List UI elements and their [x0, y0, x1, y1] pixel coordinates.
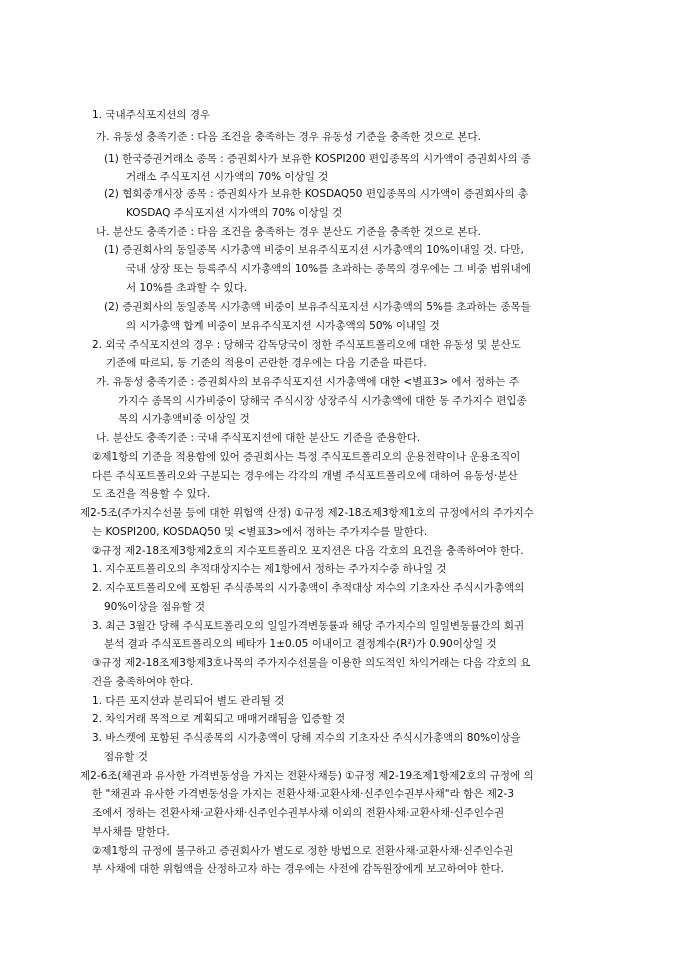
text-line: 1. 다른 포지션과 분리되어 별도 관리될 것: [92, 695, 285, 707]
text-line: (1) 한국증권거래소 종목 : 증권회사가 보유한 KOSPI200 편입종목의 시가액이 증권회사의 종: [104, 153, 532, 165]
text-line: 조에서 정하는 전환사채·교환사채·신주인수권부사채 이외의 전환사채·교환사채·신주인수권: [92, 807, 505, 819]
text-line: 가. 유동성 충족기준 : 증권회사의 보유주식포지션 시가총액에 대한 <별표3> 에서 정하는 주: [96, 376, 519, 388]
text-line: 도 조건을 적용할 수 있다.: [92, 488, 211, 500]
text-line: 90%이상을 점유할 것: [104, 601, 206, 613]
text-line: 기준에 따르되, 동 기준의 적용이 곤란한 경우에는 다음 기준을 따른다.: [106, 357, 427, 369]
text-line: 3. 바스켓에 포함된 주식종목의 시가총액이 당해 지수의 기초자산 주식시가총액의 80%이상을: [92, 732, 521, 744]
text-line: 점유할 것: [104, 751, 148, 763]
text-line: 건을 충족하여야 한다.: [92, 676, 194, 688]
text-line: 부사채를 말한다.: [92, 826, 170, 838]
text-line: 2. 외국 주식포지션의 경우 : 당해국 감독당국이 정한 주식포트폴리오에 대한 유동성 및 분산도: [92, 339, 521, 351]
text-line: 2. 차익거래 목적으로 계획되고 매매거래됨을 입증할 것: [92, 713, 346, 725]
text-line: 서 10%를 초과할 수 있다.: [126, 282, 248, 294]
text-line: 는 KOSPI200, KOSDAQ50 및 <별표3>에서 정하는 주가지수를 말한다.: [92, 526, 428, 538]
text-line: 제2-5조(주가지수선물 등에 대한 위험액 산정) ①규정 제2-18조제3항제1호의 규정에서의 주가지수: [80, 507, 534, 519]
text-line: 다른 주식포트폴리오와 구분되는 경우에는 각각의 개별 주식포트폴리오에 대하여 유동성·분산: [92, 470, 518, 482]
text-line: ③규정 제2-18조제3항제3호나목의 주가지수선물을 이용한 의도적인 차익거래는 다음 각호의 요: [92, 657, 531, 669]
text-line: ②규정 제2-18조제3항제2호의 지수포트폴리오 포지션은 다음 각호의 요건을 충족하여야 한다.: [92, 545, 524, 557]
text-line: 1. 지수포트폴리오의 추적대상지수는 제1항에서 정하는 주가지수중 하나일 것: [92, 563, 447, 575]
text-line: ②제1항의 기준을 적용함에 있어 증권회사는 특정 주식포트폴리오의 운용전략이나 운용조직이: [92, 451, 521, 463]
text-line: KOSDAQ 주식포지션 시가액의 70% 이상일 것: [126, 207, 343, 219]
text-line: 부 사채에 대한 위험액을 산정하고자 하는 경우에는 사전에 감독원장에게 보고하여야 한다.: [92, 863, 505, 875]
text-line: 국내 상장 또는 등록주식 시가총액의 10%를 초과하는 종목의 경우에는 그 비중 범위내에: [126, 263, 531, 275]
text-line: 의 시가총액 합계 비중이 보유주식포지션 시가총액의 50% 이내일 것: [126, 320, 440, 332]
text-line: ②제1항의 규정에 불구하고 증권회사가 별도로 정한 방법으로 전환사채·교환사채·신주인수권: [92, 845, 514, 857]
text-line: 목의 시가총액비중 이상일 것: [118, 413, 250, 425]
text-line: (2) 협회중개시장 종목 : 증권회사가 보유한 KOSDAQ50 편입종목의 시가액이 증권회사의 총: [104, 188, 528, 200]
text-line: 제2-6조(채권과 유사한 가격변동성을 가지는 전환사채등) ①규정 제2-19조제1항제2호의 규정에 의: [80, 770, 534, 782]
text-line: 2. 지수포트폴리오에 포함된 주식종목의 시가총액이 추적대상 지수의 기초자산 주식시가총액의: [92, 582, 525, 594]
text-line: 거래소 주식포지션 시가액의 70% 이상일 것: [126, 171, 329, 183]
text-line: 나. 분산도 충족기준 : 다음 조건을 충족하는 경우 분산도 기준을 충족한 것으로 본다.: [96, 226, 481, 238]
text-line: (1) 증권회사의 동일종목 시가총액 비중이 보유주식포지션 시가총액의 10%이내일 것. 다만,: [104, 244, 524, 256]
text-line: 3. 최근 3월간 당해 주식포트폴리오의 일일가격변동률과 해당 주가지수의 일일변동률간의 회귀: [92, 620, 525, 632]
text-line: 1. 국내주식포지션의 경우: [92, 109, 211, 121]
text-line: 가지수 종목의 시가비중이 당해국 주식시장 상장주식 시가총액에 대한 동 주가지수 편입종: [118, 395, 527, 407]
text-line: (2) 증권회사의 동일종목 시가총액 비중이 보유주식포지션 시가총액의 5%를 초과하는 종목들: [104, 301, 531, 313]
text-line: 나. 분산도 충족기준 : 국내 주식포지션에 대한 분산도 기준을 준용한다.: [96, 432, 421, 444]
text-line: 가. 유동성 충족기준 : 다음 조건을 충족하는 경우 유동성 기준을 충족한 것으로 본다.: [96, 131, 481, 143]
text-line: 한 "채권과 유사한 가격변동성을 가지는 전환사채·교환사채·신주인수권부사채"라 함은 제2-3: [92, 788, 514, 800]
text-line: 분석 결과 주식포트폴리오의 베타가 1±0.05 이내이고 결정계수(R²)가 0.90이상일 것: [104, 638, 497, 650]
